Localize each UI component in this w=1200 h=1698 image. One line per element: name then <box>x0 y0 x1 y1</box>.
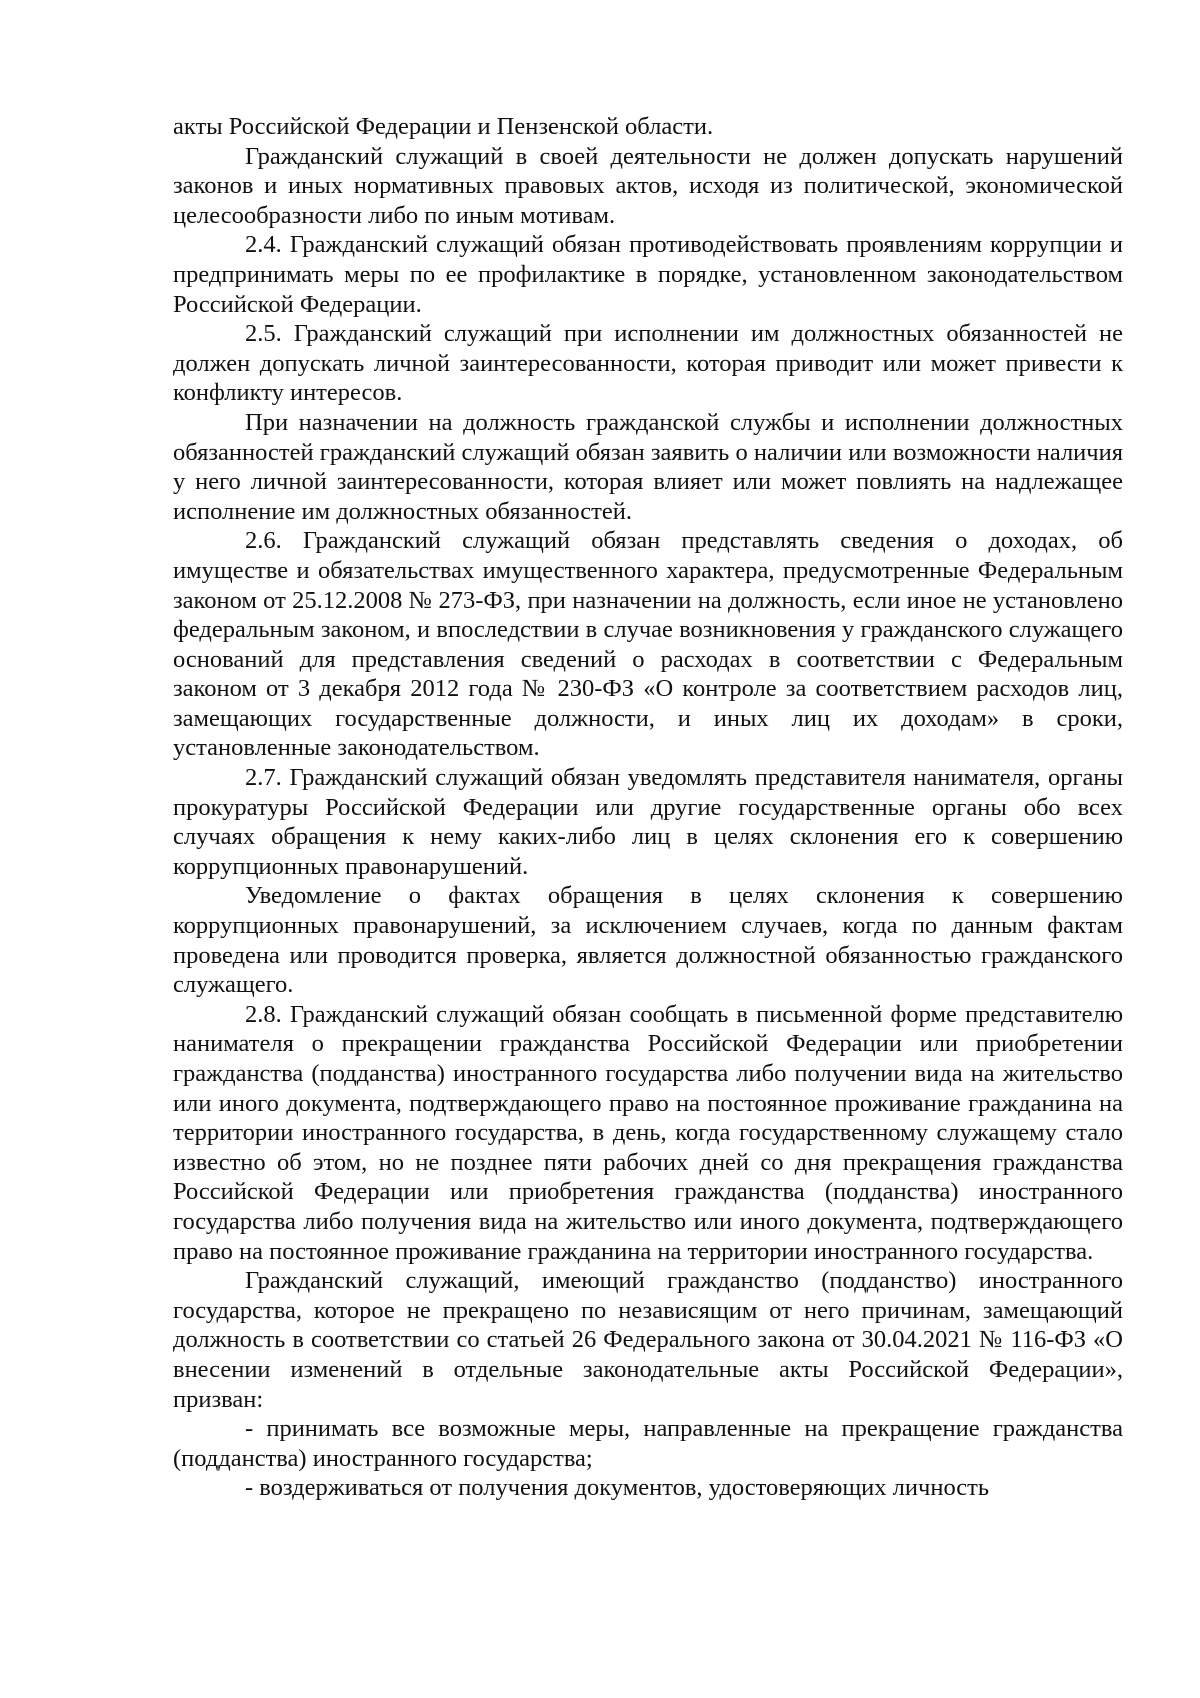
paragraph: При назначении на должность гражданской службы и исполнении должностных обязанностей гражданский служащий обязан заявить о наличии или возможности наличия у него личной заинтересованности, которая влияет или может повлиять на надлежащее исполнение им должностных обязанностей. <box>173 408 1123 525</box>
paragraph-2-6: 2.6. Гражданский служащий обязан представлять сведения о доходах, об имуществе и обязательствах имущественного характера, предусмотренные Федеральным законом от 25.12.2008 № 273-ФЗ, при назначении на должность, если иное не установлено федеральным законом, и впоследствии в случае возникновения у гражданского служащего оснований для представления сведений о расходах в соответствии с Федеральным законом от 3 декабря 2012 года № 230-ФЗ «О контроле за соответствием расходов лиц, замещающих государственные должности, и иных лиц их доходам» в сроки, установленные законодательством. <box>173 527 1123 762</box>
document-body <box>173 112 1123 1503</box>
paragraph: Гражданский служащий в своей деятельности не должен допускать нарушений законов и иных нормативных правовых актов, исходя из политической, экономической целесообразности либо по иным мотивам. <box>173 142 1123 229</box>
paragraph-2-4: 2.4. Гражданский служащий обязан противодействовать проявлениям коррупции и предпринимать меры по ее профилактике в порядке, установленном законодательством Российской Федерации. <box>173 231 1123 318</box>
list-item: - принимать все возможные меры, направленные на прекращение гражданства (подданства) иностранного государства; <box>173 1415 1123 1472</box>
paragraph: Гражданский служащий, имеющий гражданство (подданство) иностранного государства, которое не прекращено по независящим от него причинам, замещающий должность в соответствии со статьей 26 Федерального закона от 30.04.2021 № 116-ФЗ «О внесении изменений в отдельные законодательные акты Российской Федерации», призван: <box>173 1267 1123 1413</box>
list-item: - воздерживаться от получения документов, удостоверяющих личность <box>245 1474 990 1502</box>
paragraph-2-7: 2.7. Гражданский служащий обязан уведомлять представителя нанимателя, органы прокуратуры Российской Федерации или другие государственные органы обо всех случаях обращения к нему каких-либо лиц в целях склонения его к совершению коррупционных правонарушений. <box>173 764 1123 880</box>
paragraph-2-5: 2.5. Гражданский служащий при исполнении им должностных обязанностей не должен допускать личной заинтересованности, которая приводит или может привести к конфликту интересов. <box>173 320 1123 407</box>
paragraph: Уведомление о фактах обращения в целях склонения к совершению коррупционных правонарушений, за исключением случаев, когда по данным фактам проведена или проводится проверка, является должностной обязанностью гражданского служащего. <box>173 882 1123 999</box>
paragraph-2-8: 2.8. Гражданский служащий обязан сообщать в письменной форме представителю нанимателя о прекращении гражданства Российской Федерации или приобретении гражданства (подданства) иностранного государства либо получении вида на жительство или иного документа, подтверждающего право на постоянное проживание гражданина на территории иностранного государства, в день, когда государственному служащему стало известно об этом, но не позднее пяти рабочих дней со дня прекращения гражданства Российской Федерации или приобретения гражданства (подданства) иностранного государства либо получения вида на жительство или иного документа, подтверждающего право на постоянное проживание гражданина на территории иностранного государства. <box>173 1000 1123 1265</box>
paragraph-continuation: акты Российской Федерации и Пензенской области. <box>173 113 714 140</box>
